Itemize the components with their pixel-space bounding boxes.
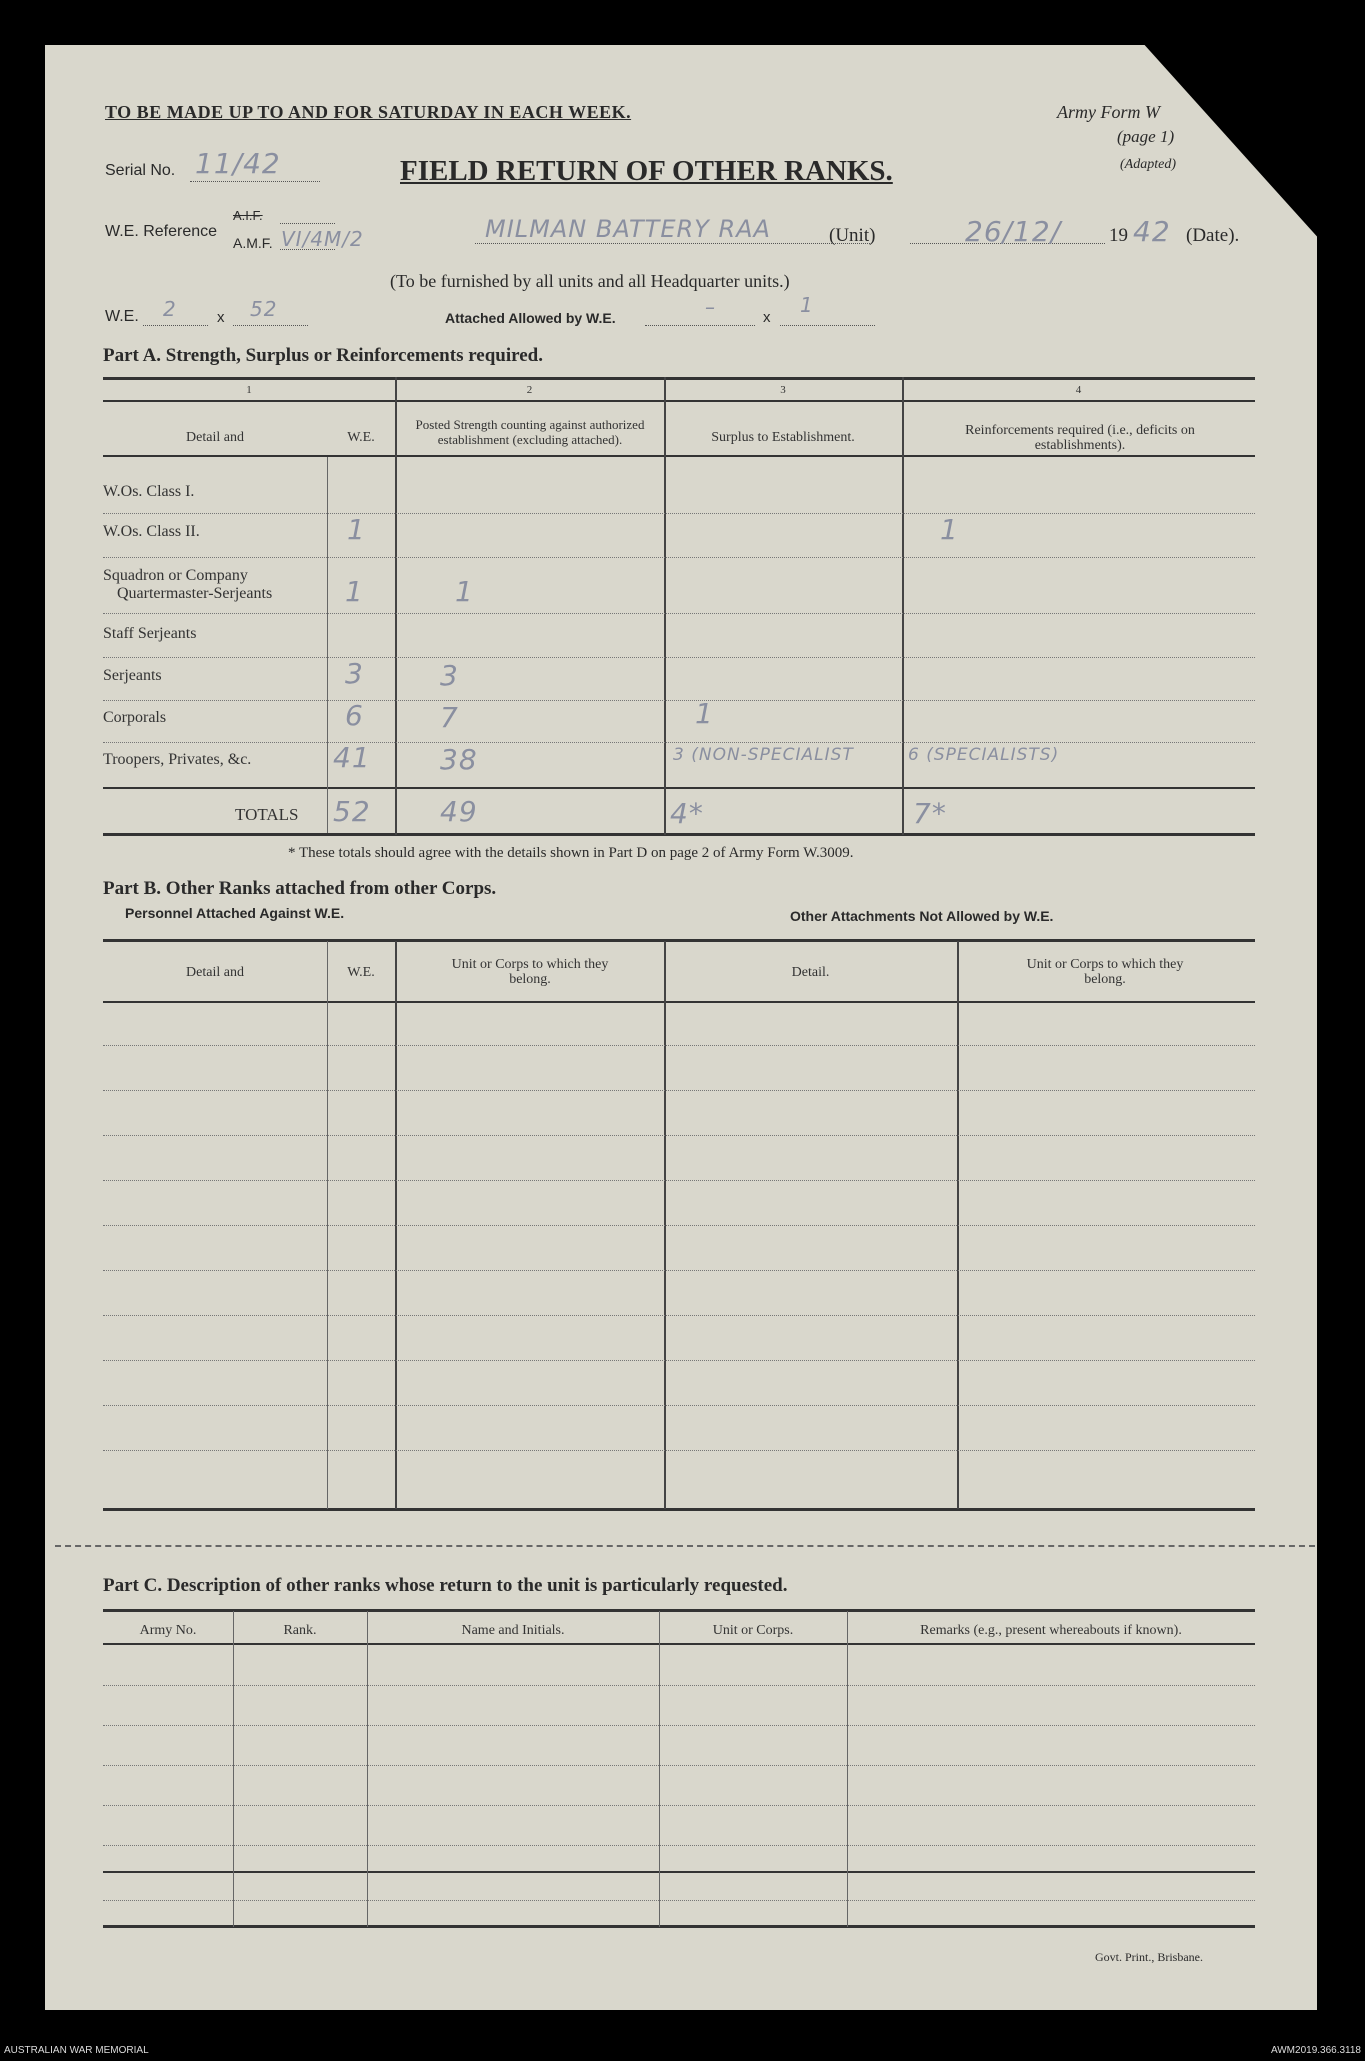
page-title: FIELD RETURN OF OTHER RANKS. <box>400 155 893 187</box>
part-c-header-name: Name and Initials. <box>461 1623 565 1638</box>
year-prefix: 19 <box>1109 225 1128 246</box>
row-label-line2: Quartermaster-Serjeants <box>117 585 273 602</box>
row-reinforcements: 6 (SPECIALISTS) <box>908 745 1060 765</box>
col-number-3: 3 <box>780 384 786 396</box>
row-posted: 1 <box>455 575 474 608</box>
part-a-title: Part A. Strength, Surplus or Reinforcements required. <box>103 345 543 366</box>
row-posted: 3 <box>440 659 459 692</box>
header-reinforcements: Reinforcements required (i.e., deficits on establishments). <box>965 423 1195 453</box>
part-b-right-subtitle: Other Attachments Not Allowed by W.E. <box>790 908 1054 924</box>
amf-label: A.M.F. <box>233 235 273 251</box>
serial-label: Serial No. <box>105 162 176 179</box>
we-label: W.E. <box>105 308 139 325</box>
date-value: 26/12/ <box>965 215 1062 248</box>
part-b-header-detail: Detail and <box>186 965 244 980</box>
row-we: 1 <box>347 513 366 546</box>
serial-value: 11/42 <box>195 147 281 180</box>
col-number-4: 4 <box>1075 384 1082 396</box>
attached-times: x <box>763 309 771 326</box>
col-number-2: 2 <box>526 384 533 396</box>
archive-footer <box>0 2037 1365 2061</box>
part-b-header-unit-2: Unit or Corps to which they belong. <box>1026 957 1184 987</box>
archive-id: AWM2019.366.3118 <box>1270 2045 1361 2056</box>
row-label: W.Os. Class II. <box>103 523 200 540</box>
row-label: Staff Serjeants <box>103 625 197 642</box>
part-c-title: Part C. Description of other ranks whose return to the unit is particularly requested. <box>103 1575 788 1596</box>
totals-label: TOTALS <box>235 805 299 824</box>
date-label: (Date). <box>1186 225 1240 246</box>
header-surplus: Surplus to Establishment. <box>711 430 855 445</box>
aif-label: A.I.F. <box>233 208 263 223</box>
row-label: Squadron or Company <box>103 567 248 584</box>
part-b-header-detail-2: Detail. <box>791 965 830 980</box>
totals-reinforcements: 7* <box>913 797 947 830</box>
form-page <box>45 45 1317 2010</box>
part-b-title: Part B. Other Ranks attached from other Corps. <box>103 878 497 899</box>
we-value-1: 2 <box>163 297 177 321</box>
archive-name: AUSTRALIAN WAR MEMORIAL <box>4 2045 149 2056</box>
part-c-header-rank: Rank. <box>283 1623 317 1638</box>
part-c-header-unit: Unit or Corps. <box>712 1623 794 1638</box>
page-number: (page 1) <box>1117 127 1175 146</box>
adapted-note: (Adapted) <box>1120 157 1176 172</box>
part-b-left-subtitle: Personnel Attached Against W.E. <box>125 905 345 921</box>
row-reinforcements: 1 <box>940 513 959 546</box>
tear-line <box>55 1545 1315 1547</box>
totals-footnote: * These totals should agree with the details shown in Part D on page 2 of Army Form W.3009. <box>288 845 854 861</box>
furnished-note: (To be furnished by all units and all Headquarter units.) <box>390 271 790 291</box>
unit-value: MILMAN BATTERY RAA <box>485 215 771 243</box>
col-number-1: 1 <box>246 384 252 396</box>
totals-posted: 49 <box>440 795 478 828</box>
weekly-instruction: TO BE MADE UP TO AND FOR SATURDAY IN EACH WEEK. <box>105 102 632 122</box>
row-posted: 38 <box>440 743 478 776</box>
form-number: Army Form W <box>1057 102 1160 122</box>
we-reference-label: W.E. Reference <box>105 223 218 240</box>
row-label: W.Os. Class I. <box>103 483 195 500</box>
row-we: 41 <box>333 741 371 774</box>
part-c-header-army-no: Army No. <box>139 1623 197 1638</box>
header-posted-strength: Posted Strength counting against authorized establishment (excluding attached). <box>415 417 645 447</box>
row-we: 1 <box>345 575 364 608</box>
we-value-2: 52 <box>250 297 278 321</box>
printer-credit: Govt. Print., Brisbane. <box>1095 1950 1203 1964</box>
attached-allowed-label: Attached Allowed by W.E. <box>445 310 616 326</box>
row-surplus: 1 <box>695 697 714 730</box>
amf-value: VI/4M/2 <box>281 227 364 251</box>
row-surplus: 3 (NON-SPECIALIST <box>673 745 854 765</box>
header-detail: Detail and <box>186 430 244 445</box>
totals-surplus: 4* <box>670 797 704 830</box>
part-b-header-unit: Unit or Corps to which they belong. <box>451 957 609 987</box>
row-we: 6 <box>345 699 364 732</box>
row-label: Troopers, Privates, &c. <box>103 751 252 768</box>
we-times: x <box>217 309 225 326</box>
header-we: W.E. <box>347 430 375 445</box>
attached-value-1: – <box>705 295 716 319</box>
row-label: Corporals <box>103 709 167 726</box>
year-suffix: 42 <box>1133 215 1171 248</box>
part-c-header-remarks: Remarks (e.g., present whereabouts if known). <box>920 1623 1182 1638</box>
totals-we: 52 <box>333 795 371 828</box>
part-b-header-we: W.E. <box>347 965 375 980</box>
attached-value-2: 1 <box>800 293 814 317</box>
unit-label: (Unit) <box>829 225 876 246</box>
row-label: Serjeants <box>103 667 162 684</box>
row-we: 3 <box>345 657 364 690</box>
row-posted: 7 <box>440 701 459 734</box>
